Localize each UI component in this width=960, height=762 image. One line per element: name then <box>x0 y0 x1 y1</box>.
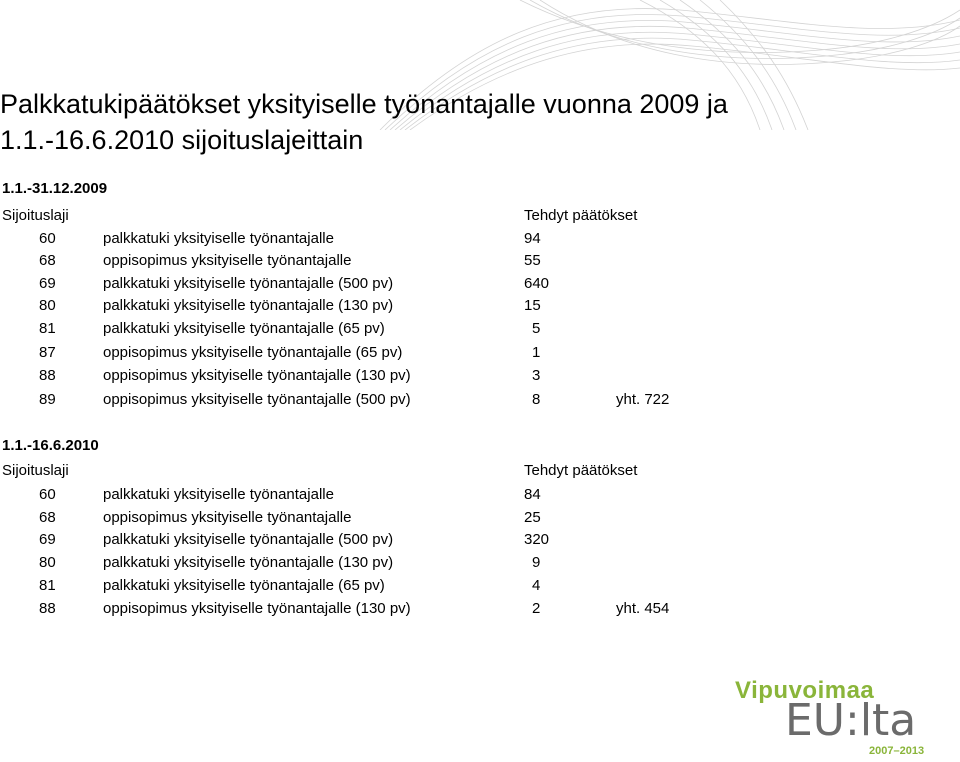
row-description: palkkatuki yksityiselle työnantajalle (500 pv) <box>103 531 394 548</box>
logo-text-top: Vipuvoimaa <box>735 677 875 704</box>
table-row <box>0 509 960 531</box>
row-value: 1 <box>532 344 541 361</box>
row-description: palkkatuki yksityiselle työnantajalle <box>103 486 334 503</box>
table-row <box>0 252 960 274</box>
section-total: yht. 722 <box>616 391 670 408</box>
logo-years: 2007–2013 <box>869 745 925 757</box>
row-description: oppisopimus yksityiselle työnantajalle <box>103 252 352 269</box>
table-row <box>0 297 960 319</box>
row-code: 60 <box>39 230 56 247</box>
table-row <box>0 554 960 576</box>
table-row <box>0 344 960 366</box>
table-row <box>0 486 960 508</box>
vipuvoimaa-logo <box>735 677 935 759</box>
row-code: 80 <box>39 297 56 314</box>
row-description: oppisopimus yksityiselle työnantajalle (65 pv) <box>103 344 403 361</box>
row-value: 320 <box>524 531 550 548</box>
row-value: 9 <box>532 554 541 571</box>
section-total: yht. 454 <box>616 600 670 617</box>
row-description: oppisopimus yksityiselle työnantajalle <box>103 509 352 526</box>
logo-text-main: EU:lta <box>785 695 917 746</box>
table-row <box>0 391 960 413</box>
section-period-2010: 1.1.-16.6.2010 <box>2 437 99 454</box>
section-period-2009: 1.1.-31.12.2009 <box>2 180 108 197</box>
row-value: 2 <box>532 600 541 617</box>
row-description: palkkatuki yksityiselle työnantajalle <box>103 230 334 247</box>
row-value: 4 <box>532 577 541 594</box>
row-code: 69 <box>39 275 56 292</box>
table-row <box>0 531 960 553</box>
row-value: 25 <box>524 509 541 526</box>
row-description: palkkatuki yksityiselle työnantajalle (130 pv) <box>103 297 394 314</box>
row-code: 69 <box>39 531 56 548</box>
row-code: 68 <box>39 252 56 269</box>
row-value: 3 <box>532 367 541 384</box>
row-value: 55 <box>524 252 541 269</box>
column-header-category: Sijoituslaji <box>2 462 69 479</box>
row-value: 8 <box>532 391 541 408</box>
row-description: palkkatuki yksityiselle työnantajalle (130 pv) <box>103 554 394 571</box>
row-code: 88 <box>39 367 56 384</box>
row-description: palkkatuki yksityiselle työnantajalle (65 pv) <box>103 577 385 594</box>
row-description: oppisopimus yksityiselle työnantajalle (500 pv) <box>103 391 411 408</box>
row-description: palkkatuki yksityiselle työnantajalle (500 pv) <box>103 275 394 292</box>
row-description: palkkatuki yksityiselle työnantajalle (65 pv) <box>103 320 385 337</box>
table-row <box>0 320 960 342</box>
row-value: 5 <box>532 320 541 337</box>
column-header-decisions: Tehdyt päätökset <box>524 462 638 479</box>
row-code: 80 <box>39 554 56 571</box>
page-title: Palkkatukipäätökset yksityiselle työnantajalle vuonna 2009 ja 1.1.-16.6.2010 sijoituslajeittain <box>0 89 728 155</box>
table-row <box>0 600 960 622</box>
row-description: oppisopimus yksityiselle työnantajalle (130 pv) <box>103 600 411 617</box>
row-code: 89 <box>39 391 56 408</box>
row-code: 87 <box>39 344 56 361</box>
row-code: 60 <box>39 486 56 503</box>
column-header-category: Sijoituslaji <box>2 207 69 224</box>
row-code: 81 <box>39 577 56 594</box>
row-code: 81 <box>39 320 56 337</box>
row-value: 84 <box>524 486 541 503</box>
table-row <box>0 230 960 252</box>
row-code: 68 <box>39 509 56 526</box>
row-value: 15 <box>524 297 541 314</box>
table-row <box>0 367 960 389</box>
row-description: oppisopimus yksityiselle työnantajalle (130 pv) <box>103 367 411 384</box>
row-code: 88 <box>39 600 56 617</box>
row-value: 640 <box>524 275 550 292</box>
table-row <box>0 577 960 599</box>
table-row <box>0 275 960 297</box>
row-value: 94 <box>524 230 541 247</box>
column-header-decisions: Tehdyt päätökset <box>524 207 638 224</box>
